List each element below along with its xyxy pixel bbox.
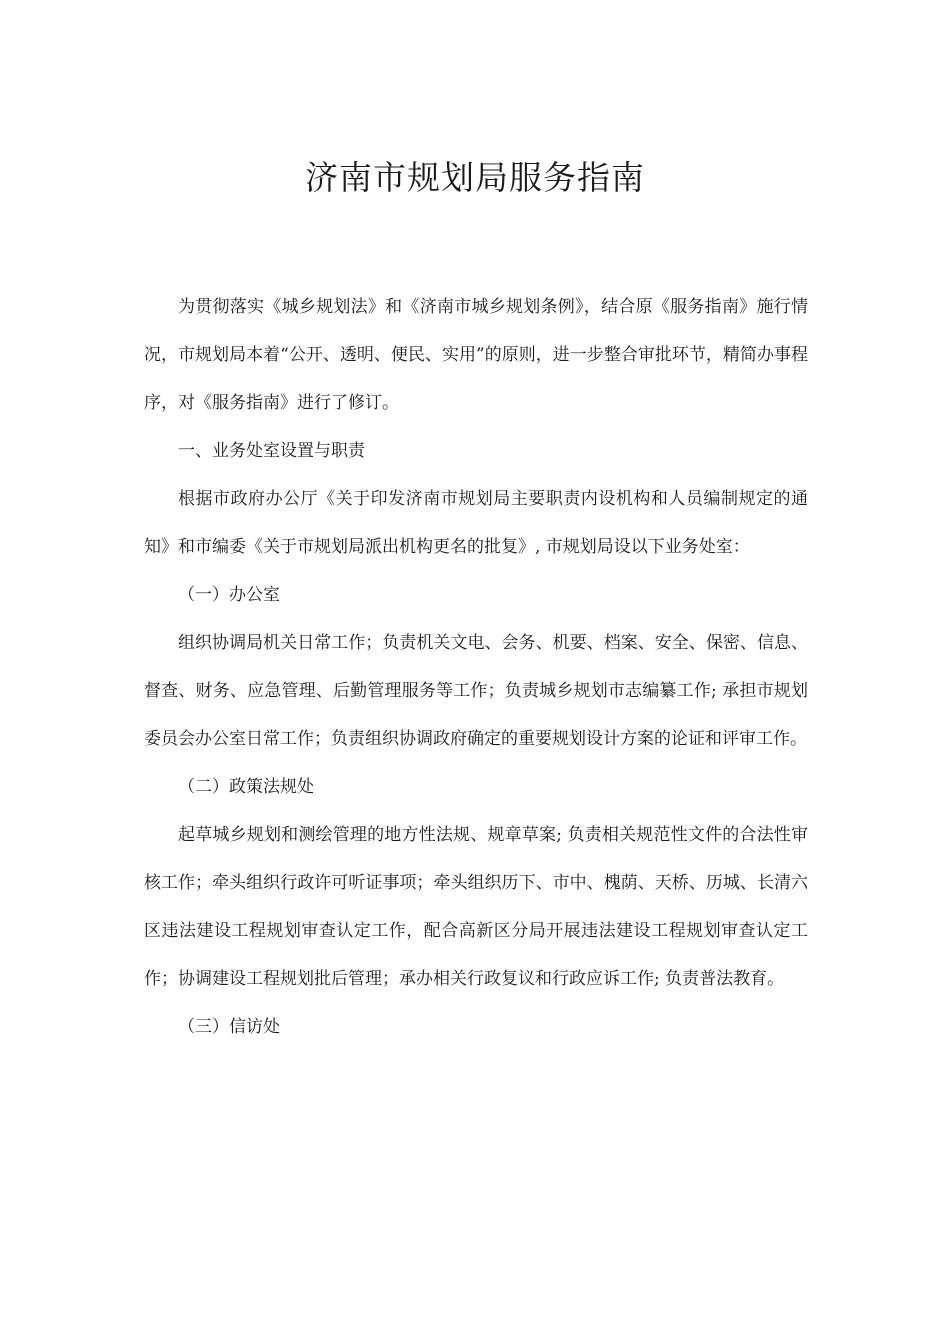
document-title: 济南市规划局服务指南 (305, 158, 645, 197)
policy-duties-paragraph: 起草城乡规划和测绘管理的地方性法规、规章草案; 负责相关规范性文件的合法性审核工作；牵头组织行政许可听证事项；牵头组织历下、市中、槐荫、天桥、历城、长清六区违法建设工程规划审查认定工作，配合高新区分局开展违法建设工程规划审查认定工作；协调建设工程规划批后管理；承办相关行政复议和行政应诉工作; 负责普法教育。 (144, 825, 808, 989)
section-heading-1: 一、业务处室设置与职责 (178, 441, 365, 461)
document-body (144, 283, 808, 1051)
subsection-heading-policy: （二）政策法规处 (178, 777, 314, 797)
office-duties-paragraph: 组织协调局机关日常工作；负责机关文电、会务、机要、档案、安全、保密、信息、督查、财务、应急管理、后勤管理服务等工作；负责城乡规划市志编纂工作; 承担市规划委员会办公室日常工作；负责组织协调政府确定的重要规划设计方案的论证和评审工作。 (144, 633, 808, 749)
intro-paragraph: 为贯彻落实《城乡规划法》和《济南市城乡规划条例》，结合原《服务指南》施行情况，市规划局本着“公开、透明、便民、实用”的原则，进一步整合审批环节，精简办事程序，对《服务指南》进行了修订。 (144, 297, 808, 413)
subsection-heading-petition: （三）信访处 (178, 1017, 280, 1037)
section-1-paragraph: 根据市政府办公厅《关于印发济南市规划局主要职责内设机构和人员编制规定的通知》和市编委《关于市规划局派出机构更名的批复》, 市规划局设以下业务处室： (144, 489, 808, 557)
subsection-heading-office: （一）办公室 (178, 585, 280, 605)
